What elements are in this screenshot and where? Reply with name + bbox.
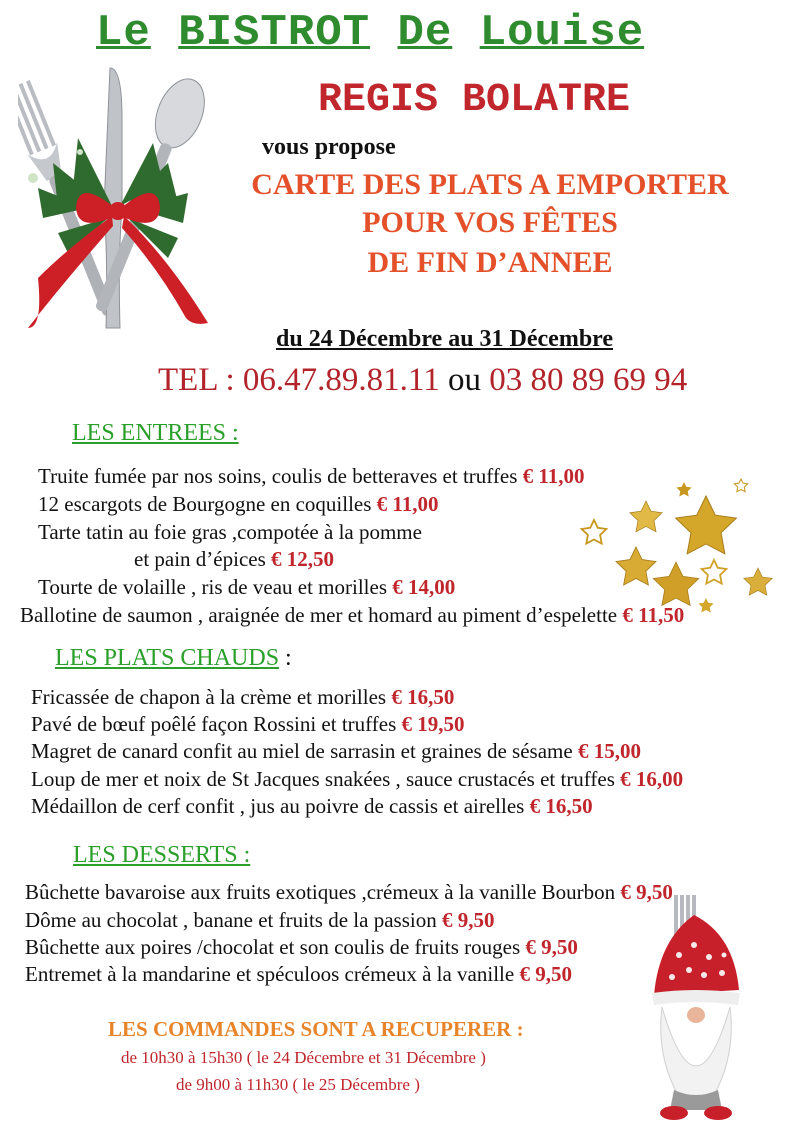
menu-item (20, 603, 684, 628)
menu-item-name: Dôme au chocolat , banane et fruits de la passion (25, 908, 437, 932)
section-title-colon: : (285, 645, 292, 671)
restaurant-word: Le (96, 8, 151, 58)
menu-item-name: Bûchette aux poires /chocolat et son coulis de fruits rouges (25, 935, 521, 959)
menu-item-price: € 12,50 (271, 547, 335, 571)
menu-item-price: € 15,00 (577, 739, 641, 763)
menu-item-price: € 16,00 (620, 767, 684, 791)
menu-item-name: Tarte tatin au foie gras ,compotée à la pomme (38, 520, 422, 544)
menu-item (25, 962, 572, 987)
menu-item-name: Tourte de volaille , ris de veau et morilles (38, 575, 388, 599)
menu-item-price: € 11,00 (522, 464, 585, 488)
phone-line (158, 362, 687, 399)
orders-title: LES COMMANDES SONT A RECUPERER : (108, 1017, 524, 1041)
menu-item-price: € 16,50 (529, 794, 593, 818)
menu-item-name-line2: et pain d’épices (134, 547, 266, 571)
menu-item (38, 520, 422, 545)
menu-item-price: € 16,50 (391, 685, 455, 709)
menu-item-name: Loup de mer et noix de St Jacques snakées , sauce crustacés et truffes (31, 767, 615, 791)
menu-item-continuation (134, 547, 334, 572)
menu-item-price: € 19,50 (401, 712, 465, 736)
menu-item-name: Bûchette bavaroise aux fruits exotiques ,crémeux à la vanille Bourbon (25, 880, 616, 904)
menu-item (31, 794, 593, 819)
restaurant-word: De (397, 8, 453, 58)
menu-item (38, 492, 439, 517)
menu-item-name: Fricassée de chapon à la crème et morilles (31, 685, 387, 709)
phone-number-1: TEL : 06.47.89.81.11 (158, 362, 440, 398)
restaurant-name (96, 8, 644, 58)
menu-item (31, 712, 465, 737)
restaurant-word: BISTROT (178, 8, 371, 58)
section-title-plats (55, 645, 292, 672)
proposes-text: vous propose (262, 134, 396, 160)
chef-name: REGIS BOLATRE (318, 78, 631, 123)
menu-item-name: 12 escargots de Bourgogne en coquilles (38, 492, 372, 516)
menu-item (38, 575, 455, 600)
menu-item-name: Magret de canard confit au miel de sarrasin et graines de sésame (31, 739, 573, 763)
section-title-label: LES PLATS CHAUDS (55, 645, 280, 671)
menu-item-price: € 14,00 (392, 575, 456, 599)
menu-item-price: € 9,50 (525, 935, 578, 959)
menu-item-name: Truite fumée par nos soins, coulis de betteraves et truffes (38, 464, 518, 488)
christmas-gnome-icon (644, 895, 744, 1121)
section-title-desserts (73, 842, 250, 869)
menu-item-name: Ballotine de saumon , araignée de mer et homard au piment d’espelette (20, 603, 618, 627)
menu-item (25, 908, 494, 933)
menu-item (25, 935, 578, 960)
menu-item (31, 739, 641, 764)
phone-or: ou (447, 362, 481, 398)
date-range: du 24 Décembre au 31 Décembre (276, 326, 614, 352)
restaurant-word: Louise (479, 8, 645, 58)
menu-item (31, 767, 683, 792)
menu-item-name: Médaillon de cerf confit , jus au poivre de cassis et airelles (31, 794, 525, 818)
menu-title-line: CARTE DES PLATS A EMPORTER (251, 168, 729, 201)
menu-item-price: € 9,50 (519, 962, 572, 986)
phone-number-2: 03 80 89 69 94 (489, 362, 688, 398)
orders-line: de 9h00 à 11h30 ( le 25 Décembre ) (176, 1075, 420, 1094)
section-title-label: LES ENTREES : (72, 420, 239, 446)
menu-item-name: Pavé de bœuf poêlé façon Rossini et truffes (31, 712, 397, 736)
cutlery-with-bow-icon (18, 58, 213, 338)
menu-item (31, 685, 454, 710)
menu-item-price: € 9,50 (441, 908, 495, 932)
menu-item-price: € 11,50 (622, 603, 685, 627)
menu-item-price: € 9,50 (620, 880, 673, 904)
menu-title-line: DE FIN D’ANNEE (367, 246, 613, 279)
menu-item-name: Entremet à la mandarine et spéculoos crémeux à la vanille (25, 962, 515, 986)
section-title-label: LES DESSERTS : (73, 842, 251, 868)
menu-item (38, 464, 584, 489)
orders-line: de 10h30 à 15h30 ( le 24 Décembre et 31 Décembre ) (121, 1048, 486, 1067)
menu-item (25, 880, 673, 905)
menu-title-line: POUR VOS FÊTES (362, 206, 618, 239)
menu-item-price: € 11,00 (376, 492, 439, 516)
section-title-entrees (72, 420, 239, 447)
